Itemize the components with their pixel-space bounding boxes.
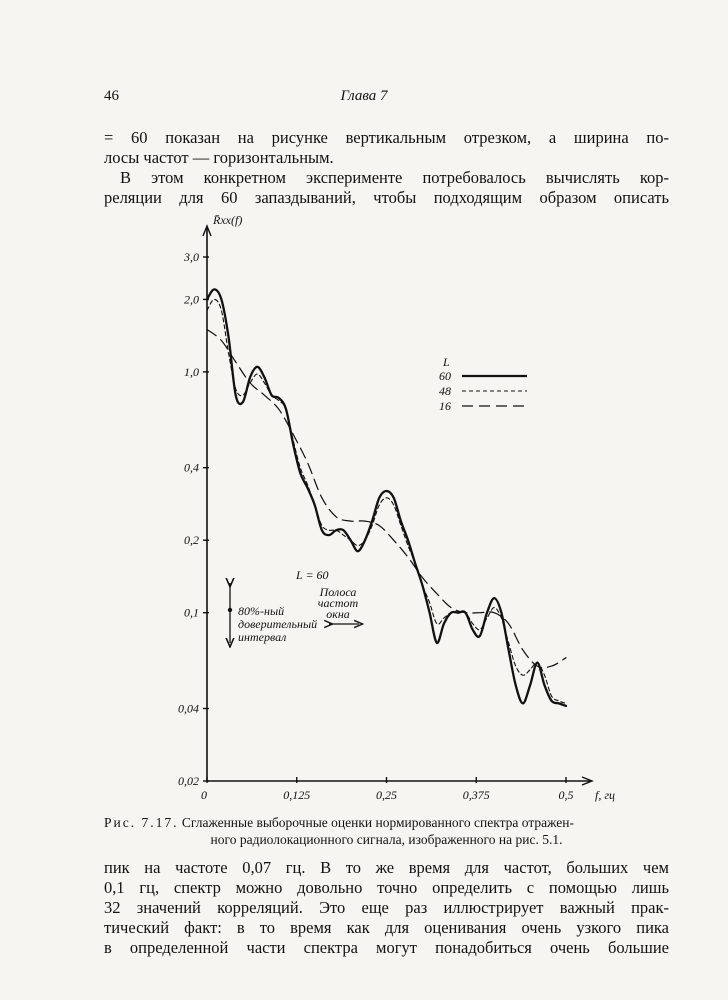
y-tick-label: 2,0 xyxy=(184,292,199,307)
x-tick-label: 0,125 xyxy=(283,788,311,802)
chart-annotations xyxy=(228,568,359,644)
y-axis-label: R̄xx(f) xyxy=(213,213,243,227)
legend-label-L60: 60 xyxy=(439,369,451,383)
interval-label: интервал xyxy=(238,630,287,644)
text-line: = 60 показан на рисунке вертикальным отрезком, а ширина по- xyxy=(104,128,669,147)
x-tick-label: 0,375 xyxy=(462,788,490,802)
x-tick-label: 0,5 xyxy=(558,788,574,802)
text-line: 32 значений корреляций. Это еще раз иллюстрирует важный прак- xyxy=(104,898,669,917)
text-line: тический факт: в то время как для оценивания очень узкого пика xyxy=(104,918,669,937)
legend-label-L48: 48 xyxy=(439,384,451,398)
figure-caption xyxy=(104,814,669,848)
interval-label: 80%-ный xyxy=(238,604,285,618)
x-axis-label: f, гц xyxy=(595,788,616,802)
y-tick-label: 1,0 xyxy=(184,364,199,379)
running-title: Глава 7 xyxy=(340,88,388,104)
caption-text: Сглаженные выборочные оценки нормированного спектра отражен- xyxy=(181,815,574,830)
caption-label: Рис. 7.17. xyxy=(104,815,179,830)
text-line: лосы частот — горизонтальным. xyxy=(104,148,334,167)
bandwidth-label: Полоса xyxy=(319,585,357,599)
bandwidth-label: окна xyxy=(326,607,350,621)
y-tick-label: 0,04 xyxy=(178,701,199,716)
text-line: в определенной части спектра могут понадобиться очень большие xyxy=(104,938,669,957)
text-line: пик на частоте 0,07 гц. В то же время для частот, больших чем xyxy=(104,858,669,877)
y-tick-label: 0,2 xyxy=(184,533,199,548)
y-tick-label: 3,0 xyxy=(184,250,199,264)
y-tick-label: 0,02 xyxy=(178,774,199,788)
legend-title: L xyxy=(443,355,450,369)
chart-legend xyxy=(439,355,527,413)
y-tick-label: 0,1 xyxy=(184,605,199,620)
caption-text: ного радиолокационного сигнала, изображенного на рис. 5.1. xyxy=(210,832,563,847)
text-line: реляции для 60 запаздываний, чтобы подходящим образом описать xyxy=(104,188,669,207)
x-tick-label: 0 xyxy=(201,788,207,802)
confidence-interval-dot xyxy=(228,608,232,612)
legend-label-L16: 16 xyxy=(439,399,451,413)
bandwidth-label: частот xyxy=(317,596,359,610)
text-line: В этом конкретном эксперименте потребовалось вычислять кор- xyxy=(120,168,669,187)
x-tick-label: 0,25 xyxy=(376,788,397,802)
body-text-bottom xyxy=(104,858,669,958)
text-line: 0,1 гц, спектр можно довольно точно определить с помощью лишь xyxy=(104,878,669,897)
page-number: 46 xyxy=(104,88,119,104)
window-length-label: L = 60 xyxy=(296,568,329,582)
y-tick-label: 0,4 xyxy=(184,460,199,475)
interval-label: доверительный xyxy=(238,617,318,631)
